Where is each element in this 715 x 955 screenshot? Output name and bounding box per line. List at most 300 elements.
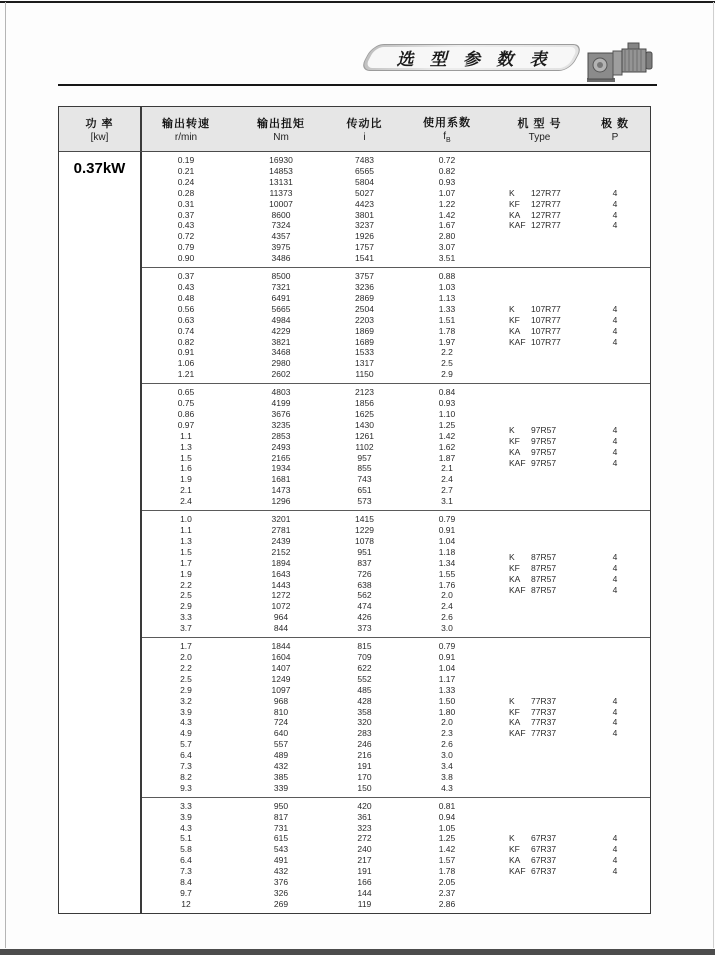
cell-value: 3975 bbox=[271, 242, 291, 253]
cell-value: 0.43 bbox=[177, 220, 195, 231]
poles-value: 4 bbox=[612, 447, 618, 458]
type-designation bbox=[509, 833, 582, 844]
cell-value: 13131 bbox=[269, 176, 293, 187]
cell-value: 6.4 bbox=[180, 855, 192, 866]
type-column bbox=[497, 641, 582, 794]
cell-value: 361 bbox=[357, 811, 372, 822]
cell-value: 743 bbox=[357, 474, 372, 485]
title-underline-rule bbox=[58, 84, 657, 86]
cell-value: 0.79 bbox=[438, 514, 456, 525]
selection-parameter-table bbox=[58, 106, 651, 914]
type-prefix: KF bbox=[509, 198, 520, 209]
cell-value: 2123 bbox=[355, 387, 374, 398]
cell-value: 1.5 bbox=[180, 546, 192, 557]
cell-value: 1.0 bbox=[180, 514, 192, 525]
header-poles-label: 极 数 bbox=[600, 118, 630, 130]
header-poles bbox=[582, 107, 648, 151]
cell-value: 3468 bbox=[271, 347, 291, 358]
type-model: 107R77 bbox=[531, 336, 561, 347]
cell-value: 1430 bbox=[355, 419, 374, 430]
poles-value: 4 bbox=[612, 303, 618, 314]
cell-value: 7.3 bbox=[180, 761, 192, 772]
cell-value: 3235 bbox=[271, 419, 291, 430]
cell-value: 1.04 bbox=[438, 535, 456, 546]
cell-value: 1.5 bbox=[180, 452, 192, 463]
cell-value: 1.55 bbox=[438, 568, 456, 579]
poles-value: 4 bbox=[612, 695, 618, 706]
cell-value: 0.72 bbox=[177, 231, 195, 242]
cell-value: 622 bbox=[357, 662, 372, 673]
cell-value: 1.33 bbox=[438, 303, 456, 314]
type-model: 97R57 bbox=[531, 447, 557, 458]
cell-value: 817 bbox=[273, 811, 289, 822]
cell-value: 1.04 bbox=[438, 662, 456, 673]
type-designation bbox=[509, 458, 582, 469]
type-designation bbox=[509, 188, 582, 199]
cell-value: 1.17 bbox=[438, 673, 456, 684]
cell-value: 2602 bbox=[271, 369, 291, 380]
poles-value: 4 bbox=[612, 584, 618, 595]
cell-value: 0.79 bbox=[177, 242, 195, 253]
cell-value: 5.1 bbox=[180, 833, 192, 844]
cell-value: 217 bbox=[357, 855, 372, 866]
cell-value: 0.37 bbox=[177, 271, 195, 282]
cell-value: 1625 bbox=[355, 408, 374, 419]
cell-value: 731 bbox=[273, 822, 289, 833]
cell-value: 5027 bbox=[355, 187, 374, 198]
cell-value: 1.1 bbox=[180, 525, 192, 535]
type-prefix: KAF bbox=[509, 458, 526, 469]
type-model: 67R37 bbox=[531, 844, 557, 855]
speed-column bbox=[142, 801, 230, 910]
type-model: 87R57 bbox=[531, 552, 557, 563]
poles-value: 4 bbox=[612, 436, 618, 447]
cell-value: 3.0 bbox=[441, 623, 453, 634]
cell-value: 844 bbox=[273, 623, 289, 634]
cell-value: 1.6 bbox=[180, 463, 192, 474]
cell-value: 4357 bbox=[271, 231, 291, 242]
torque-column bbox=[230, 387, 332, 507]
header-type-label: 机 型 号 bbox=[517, 118, 562, 130]
cell-value: 216 bbox=[357, 750, 372, 761]
cell-value: 0.93 bbox=[438, 398, 456, 409]
cell-value: 144 bbox=[357, 888, 372, 898]
cell-value: 150 bbox=[357, 782, 372, 793]
speed-column bbox=[142, 514, 230, 634]
type-model: 127R77 bbox=[531, 220, 561, 231]
cell-value: 11373 bbox=[269, 187, 293, 198]
cell-value: 1415 bbox=[355, 514, 374, 525]
cell-value: 615 bbox=[273, 833, 289, 844]
cell-value: 1.13 bbox=[438, 292, 456, 303]
cell-value: 1.22 bbox=[438, 198, 456, 209]
cell-value: 2504 bbox=[355, 303, 374, 314]
cell-value: 0.86 bbox=[177, 408, 195, 419]
cell-value: 1.25 bbox=[438, 419, 456, 430]
cell-value: 2.6 bbox=[441, 739, 453, 750]
type-model: 87R57 bbox=[531, 584, 557, 595]
cell-value: 5.8 bbox=[180, 844, 192, 855]
cell-value: 1689 bbox=[355, 336, 374, 347]
speed-column bbox=[142, 641, 230, 794]
header-ratio-label: 传动比 bbox=[346, 118, 383, 130]
cell-value: 964 bbox=[273, 612, 289, 623]
cell-value: 376 bbox=[273, 877, 289, 888]
cell-value: 3.7 bbox=[180, 623, 192, 634]
ratio-column bbox=[332, 801, 397, 910]
cell-value: 1078 bbox=[355, 535, 374, 546]
power-rating: 0.37kW bbox=[73, 160, 126, 177]
type-prefix: KF bbox=[509, 436, 520, 447]
cell-value: 1869 bbox=[355, 325, 374, 336]
type-designation bbox=[509, 866, 582, 877]
header-power-label: 功 率 bbox=[85, 118, 114, 130]
cell-value: 7.3 bbox=[180, 866, 192, 877]
title-banner bbox=[366, 44, 577, 71]
cell-value: 420 bbox=[357, 800, 372, 811]
cell-value: 12 bbox=[181, 898, 191, 909]
cell-value: 8.4 bbox=[180, 877, 192, 888]
cell-value: 815 bbox=[357, 641, 372, 652]
factor-column bbox=[397, 155, 497, 264]
cell-value: 0.56 bbox=[177, 303, 195, 314]
cell-value: 2.4 bbox=[441, 601, 453, 612]
cell-value: 562 bbox=[357, 590, 372, 601]
page-title: 选 型 参 数 表 bbox=[396, 50, 553, 69]
cell-value: 2.2 bbox=[180, 662, 192, 673]
cell-value: 339 bbox=[273, 782, 289, 793]
type-prefix: KA bbox=[509, 209, 521, 220]
cell-value: 3.4 bbox=[441, 761, 453, 772]
cell-value: 1.3 bbox=[180, 535, 192, 546]
cell-value: 0.90 bbox=[177, 253, 195, 264]
cell-value: 4.3 bbox=[180, 717, 192, 728]
cell-value: 3.1 bbox=[441, 496, 453, 507]
cell-value: 2869 bbox=[355, 292, 374, 303]
cell-value: 2853 bbox=[271, 430, 291, 441]
type-designation bbox=[509, 574, 582, 585]
poles-value: 4 bbox=[612, 314, 618, 325]
type-model: 77R37 bbox=[531, 706, 557, 717]
type-model: 67R37 bbox=[531, 833, 557, 844]
cell-value: 1.80 bbox=[438, 706, 456, 717]
gearmotor-image bbox=[585, 40, 655, 85]
cell-value: 726 bbox=[357, 568, 372, 579]
cell-value: 2.4 bbox=[441, 474, 453, 485]
poles-column bbox=[582, 801, 648, 910]
header-output-speed bbox=[142, 107, 230, 151]
cell-value: 2.2 bbox=[180, 579, 192, 590]
table-header-row bbox=[59, 107, 650, 152]
type-model: 67R37 bbox=[531, 855, 557, 866]
type-designation bbox=[509, 220, 582, 231]
row-group-127R77 bbox=[142, 152, 650, 268]
cell-value: 951 bbox=[357, 546, 372, 557]
cell-value: 1934 bbox=[271, 463, 291, 474]
type-designation bbox=[509, 337, 582, 348]
ratio-column bbox=[332, 387, 397, 507]
cell-value: 1643 bbox=[271, 568, 291, 579]
cell-value: 3486 bbox=[271, 253, 291, 264]
cell-value: 489 bbox=[273, 750, 289, 761]
cell-value: 2.5 bbox=[180, 673, 192, 684]
cell-value: 2203 bbox=[355, 314, 374, 325]
cell-value: 2.0 bbox=[441, 717, 453, 728]
poles-value: 4 bbox=[612, 833, 618, 844]
cell-value: 1.42 bbox=[438, 844, 456, 855]
cell-value: 1757 bbox=[355, 242, 374, 253]
poles-column bbox=[582, 514, 648, 634]
poles-value: 4 bbox=[612, 187, 618, 198]
cell-value: 3.9 bbox=[180, 706, 192, 717]
cell-value: 543 bbox=[273, 844, 289, 855]
cell-value: 3236 bbox=[355, 281, 374, 292]
cell-value: 957 bbox=[357, 452, 372, 463]
cell-value: 373 bbox=[357, 623, 372, 634]
type-prefix: KF bbox=[509, 844, 520, 855]
header-power bbox=[59, 107, 142, 151]
page-left-edge bbox=[5, 2, 6, 948]
cell-value: 2.6 bbox=[441, 612, 453, 623]
factor-column bbox=[397, 641, 497, 794]
cell-value: 638 bbox=[357, 579, 372, 590]
poles-value: 4 bbox=[612, 336, 618, 347]
cell-value: 2.7 bbox=[441, 485, 453, 496]
cell-value: 810 bbox=[273, 706, 289, 717]
cell-value: 2165 bbox=[271, 452, 291, 463]
cell-value: 855 bbox=[357, 463, 372, 474]
poles-column bbox=[582, 641, 648, 794]
cell-value: 0.19 bbox=[177, 155, 195, 165]
cell-value: 0.72 bbox=[438, 155, 456, 165]
cell-value: 170 bbox=[357, 771, 372, 782]
ratio-column bbox=[332, 271, 397, 380]
cell-value: 16930 bbox=[269, 155, 293, 165]
cell-value: 1.06 bbox=[177, 358, 195, 369]
cell-value: 9.3 bbox=[180, 782, 192, 793]
cell-value: 0.28 bbox=[177, 187, 195, 198]
cell-value: 1296 bbox=[271, 496, 291, 507]
cell-value: 2493 bbox=[271, 441, 291, 452]
cell-value: 2.9 bbox=[441, 369, 453, 380]
cell-value: 0.43 bbox=[177, 281, 195, 292]
type-model: 77R37 bbox=[531, 717, 557, 728]
cell-value: 0.65 bbox=[177, 387, 195, 398]
cell-value: 0.37 bbox=[177, 209, 195, 220]
poles-value: 4 bbox=[612, 552, 618, 563]
factor-column bbox=[397, 387, 497, 507]
page-bottom-bar bbox=[0, 949, 715, 955]
torque-column bbox=[230, 641, 332, 794]
type-prefix: KA bbox=[509, 717, 521, 728]
cell-value: 8.2 bbox=[180, 771, 192, 782]
type-designation bbox=[509, 436, 582, 447]
cell-value: 3757 bbox=[355, 271, 374, 282]
data-groups bbox=[142, 152, 650, 913]
cell-value: 0.21 bbox=[177, 165, 195, 176]
cell-value: 0.84 bbox=[438, 387, 456, 398]
cell-value: 1.1 bbox=[180, 430, 192, 441]
type-prefix: KA bbox=[509, 574, 521, 585]
header-poles-unit: P bbox=[611, 132, 619, 143]
type-model: 87R57 bbox=[531, 574, 557, 585]
type-column bbox=[497, 271, 582, 380]
table-body bbox=[59, 152, 650, 913]
cell-value: 1541 bbox=[355, 253, 374, 264]
cell-value: 0.82 bbox=[438, 165, 456, 176]
cell-value: 9.7 bbox=[180, 888, 192, 898]
header-power-unit: [kw] bbox=[90, 132, 109, 143]
cell-value: 4.3 bbox=[180, 822, 192, 833]
cell-value: 0.75 bbox=[177, 398, 195, 409]
type-model: 127R77 bbox=[531, 209, 561, 220]
cell-value: 1.76 bbox=[438, 579, 456, 590]
poles-value: 4 bbox=[612, 425, 618, 436]
poles-value: 4 bbox=[612, 855, 618, 866]
cell-value: 323 bbox=[357, 822, 372, 833]
cell-value: 3.2 bbox=[180, 695, 192, 706]
cell-value: 0.93 bbox=[438, 176, 456, 187]
type-prefix: KA bbox=[509, 447, 521, 458]
type-model: 107R77 bbox=[531, 303, 561, 314]
speed-column bbox=[142, 387, 230, 507]
cell-value: 1.33 bbox=[438, 684, 456, 695]
cell-value: 6.4 bbox=[180, 750, 192, 761]
type-designation bbox=[509, 210, 582, 221]
cell-value: 0.79 bbox=[438, 641, 456, 652]
speed-column bbox=[142, 271, 230, 380]
type-column bbox=[497, 155, 582, 264]
type-prefix: K bbox=[509, 425, 515, 436]
cell-value: 1.62 bbox=[438, 441, 456, 452]
row-group-77R37 bbox=[142, 638, 650, 798]
ratio-column bbox=[332, 641, 397, 794]
cell-value: 4199 bbox=[271, 398, 291, 409]
cell-value: 950 bbox=[273, 800, 289, 811]
cell-value: 432 bbox=[273, 866, 289, 877]
header-output-speed-unit: r/min bbox=[174, 132, 198, 143]
cell-value: 3.0 bbox=[441, 750, 453, 761]
cell-value: 1.57 bbox=[438, 855, 456, 866]
cell-value: 1.7 bbox=[180, 557, 192, 568]
type-prefix: KA bbox=[509, 855, 521, 866]
cell-value: 1.05 bbox=[438, 822, 456, 833]
header-service-factor-unit: $f_B$ bbox=[443, 131, 451, 144]
type-model: 107R77 bbox=[531, 325, 561, 336]
cell-value: 246 bbox=[357, 739, 372, 750]
cell-value: 432 bbox=[273, 761, 289, 772]
type-designation bbox=[509, 304, 582, 315]
cell-value: 1.21 bbox=[177, 369, 195, 380]
cell-value: 1.3 bbox=[180, 441, 192, 452]
cell-value: 1.34 bbox=[438, 557, 456, 568]
cell-value: 640 bbox=[273, 728, 289, 739]
cell-value: 491 bbox=[273, 855, 289, 866]
type-designation bbox=[509, 552, 582, 563]
type-designation bbox=[509, 844, 582, 855]
poles-value: 4 bbox=[612, 209, 618, 220]
cell-value: 1894 bbox=[271, 557, 291, 568]
cell-value: 240 bbox=[357, 844, 372, 855]
type-prefix: K bbox=[509, 695, 515, 706]
type-designation bbox=[509, 585, 582, 596]
type-model: 107R77 bbox=[531, 314, 561, 325]
cell-value: 2.5 bbox=[441, 358, 453, 369]
factor-column bbox=[397, 271, 497, 380]
cell-value: 166 bbox=[357, 877, 372, 888]
type-prefix: K bbox=[509, 303, 515, 314]
cell-value: 2.2 bbox=[441, 347, 453, 358]
cell-value: 3.07 bbox=[438, 242, 456, 253]
cell-value: 709 bbox=[357, 651, 372, 662]
torque-column bbox=[230, 155, 332, 264]
cell-value: 6565 bbox=[355, 165, 374, 176]
type-designation bbox=[509, 707, 582, 718]
cell-value: 2.9 bbox=[180, 684, 192, 695]
page-right-edge bbox=[713, 2, 714, 948]
cell-value: 2.5 bbox=[180, 590, 192, 601]
type-designation bbox=[509, 696, 582, 707]
type-prefix: K bbox=[509, 833, 515, 844]
cell-value: 1.50 bbox=[438, 695, 456, 706]
poles-column bbox=[582, 155, 648, 264]
cell-value: 1.42 bbox=[438, 430, 456, 441]
cell-value: 1249 bbox=[271, 673, 291, 684]
torque-column bbox=[230, 514, 332, 634]
row-group-97R57 bbox=[142, 384, 650, 511]
header-output-torque-unit: Nm bbox=[273, 132, 289, 143]
cell-value: 1844 bbox=[271, 641, 291, 652]
factor-column bbox=[397, 514, 497, 634]
cell-value: 1.07 bbox=[438, 187, 456, 198]
header-output-torque-label: 输出扭矩 bbox=[257, 118, 305, 130]
header-service-factor bbox=[397, 107, 497, 151]
cell-value: 2.9 bbox=[180, 601, 192, 612]
cell-value: 4803 bbox=[271, 387, 291, 398]
cell-value: 2.0 bbox=[180, 651, 192, 662]
cell-value: 5665 bbox=[271, 303, 291, 314]
cell-value: 1229 bbox=[355, 525, 374, 535]
cell-value: 1.25 bbox=[438, 833, 456, 844]
cell-value: 485 bbox=[357, 684, 372, 695]
cell-value: 1533 bbox=[355, 347, 374, 358]
type-model: 127R77 bbox=[531, 198, 561, 209]
cell-value: 1681 bbox=[271, 474, 291, 485]
type-prefix: KF bbox=[509, 314, 520, 325]
cell-value: 8600 bbox=[271, 209, 291, 220]
cell-value: 1.51 bbox=[438, 314, 456, 325]
poles-value: 4 bbox=[612, 220, 618, 231]
cell-value: 3801 bbox=[355, 209, 374, 220]
cell-value: 4.9 bbox=[180, 728, 192, 739]
type-prefix: KAF bbox=[509, 728, 526, 739]
poles-value: 4 bbox=[612, 866, 618, 877]
type-prefix: KAF bbox=[509, 584, 526, 595]
cell-value: 724 bbox=[273, 717, 289, 728]
cell-value: 1.10 bbox=[438, 408, 456, 419]
row-group-67R37 bbox=[142, 798, 650, 913]
cell-value: 2439 bbox=[271, 535, 291, 546]
cell-value: 1.78 bbox=[438, 866, 456, 877]
type-designation bbox=[509, 425, 582, 436]
cell-value: 3201 bbox=[271, 514, 291, 525]
type-prefix: KAF bbox=[509, 866, 526, 877]
cell-value: 651 bbox=[357, 485, 372, 496]
cell-value: 552 bbox=[357, 673, 372, 684]
row-group-87R57 bbox=[142, 511, 650, 638]
cell-value: 0.94 bbox=[438, 811, 456, 822]
cell-value: 474 bbox=[357, 601, 372, 612]
